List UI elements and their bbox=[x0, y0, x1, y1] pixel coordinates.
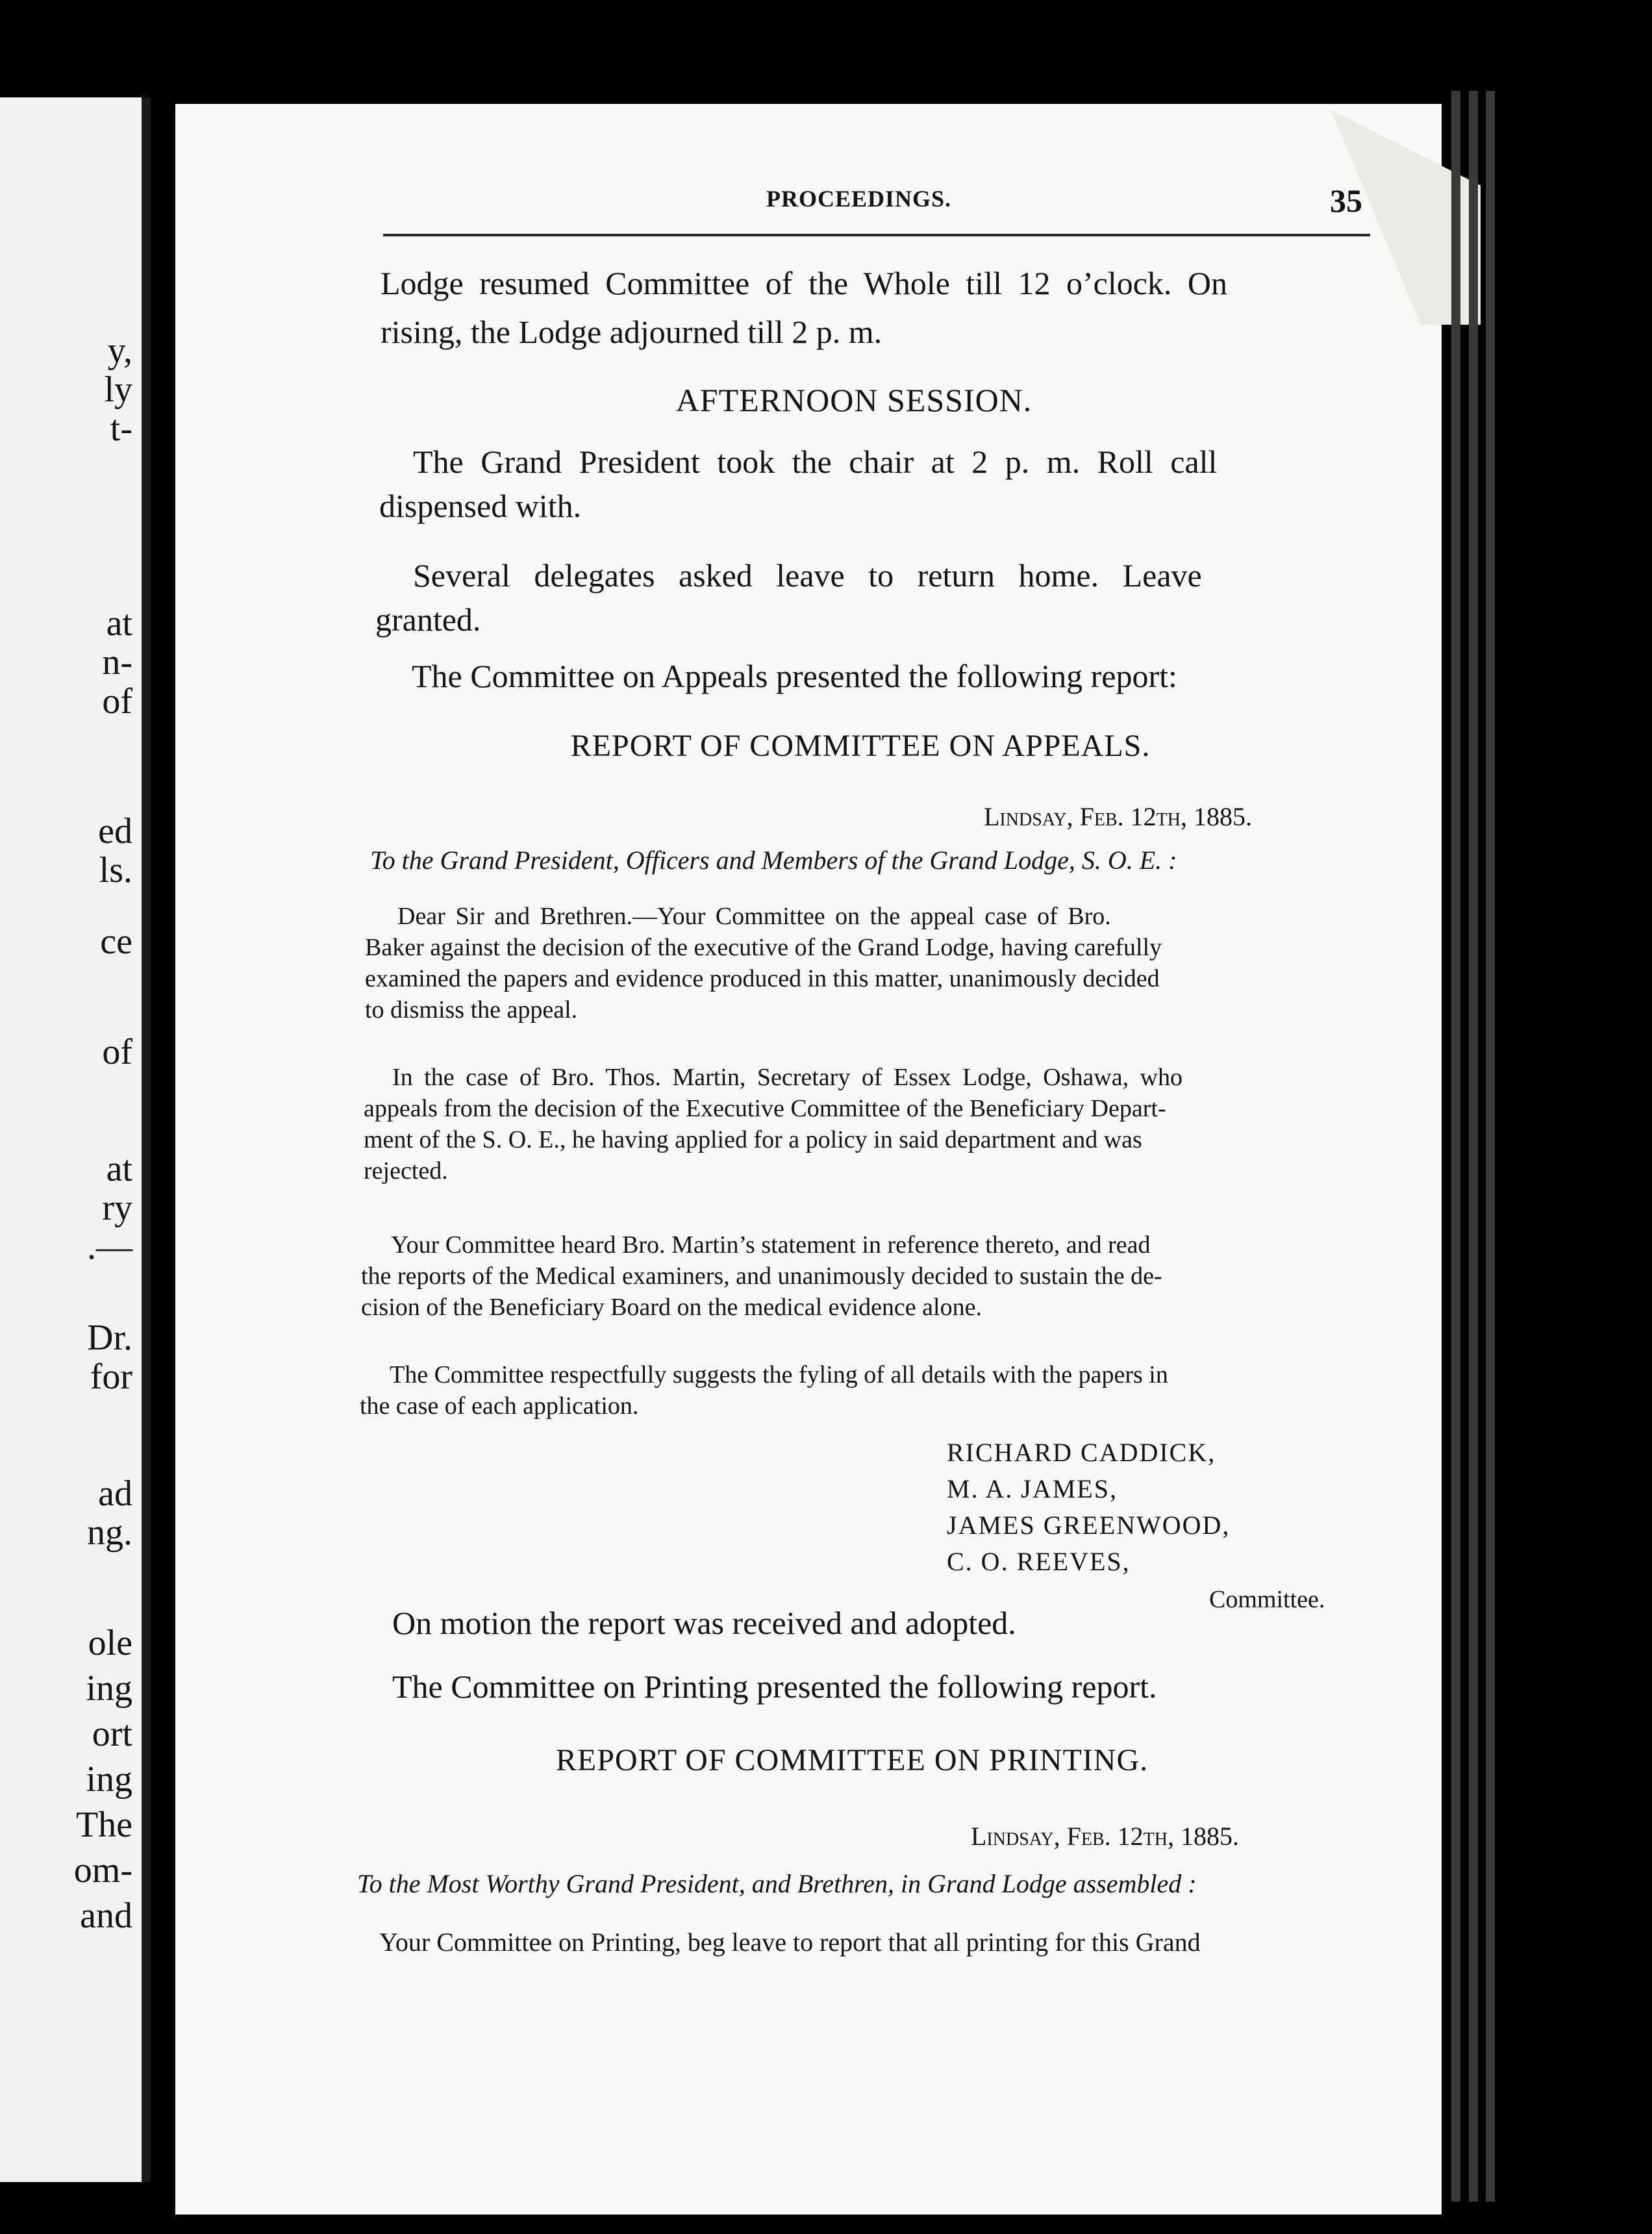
facing-page-fragment: ry bbox=[102, 1188, 132, 1228]
page-edge bbox=[1486, 91, 1495, 2202]
report-line: Dear Sir and Brethren.—Your Committee on the appeal case of Bro. bbox=[397, 903, 1111, 930]
facing-page-fragment: ls. bbox=[99, 850, 132, 890]
dateline: Lindsay, Feb. 12th, 1885. bbox=[971, 1822, 1239, 1851]
facing-page-fragment: ole bbox=[88, 1623, 132, 1663]
body-line: On motion the report was received and adopted. bbox=[392, 1605, 1016, 1641]
facing-page-fragment: for bbox=[90, 1357, 132, 1397]
page-number: 35 bbox=[1330, 182, 1362, 219]
report-line: In the case of Bro. Thos. Martin, Secretary of Essex Lodge, Oshawa, who bbox=[392, 1064, 1183, 1091]
facing-page-fragment: at bbox=[106, 1149, 132, 1189]
facing-page-fragment: ing bbox=[86, 1668, 132, 1709]
page-edge bbox=[1451, 91, 1460, 2202]
body-line: Several delegates asked leave to return home. Leave bbox=[413, 557, 1202, 594]
section-heading: AFTERNOON SESSION. bbox=[675, 382, 1032, 418]
header-rule bbox=[383, 234, 1370, 236]
report-line: the reports of the Medical examiners, and unanimously decided to sustain the de- bbox=[361, 1262, 1162, 1290]
committee-label: Committee. bbox=[1209, 1586, 1325, 1613]
signatory: JAMES GREENWOOD, bbox=[947, 1511, 1231, 1540]
report-line: Your Committee heard Bro. Martin’s statement in reference thereto, and read bbox=[391, 1231, 1151, 1259]
facing-page-fragment: t- bbox=[110, 408, 132, 449]
facing-page-fragment: Dr. bbox=[87, 1318, 132, 1358]
facing-page-fragment: of bbox=[102, 1032, 132, 1072]
body-line: The Committee on Appeals presented the following report: bbox=[412, 658, 1177, 694]
facing-page-fragment: ing bbox=[86, 1759, 132, 1800]
facing-page-fragment: ly bbox=[104, 370, 132, 410]
facing-page-fragment: ce bbox=[100, 922, 132, 962]
facing-page-fragment: ort bbox=[92, 1714, 132, 1754]
page-edge bbox=[1469, 91, 1478, 2202]
report-line: Your Committee on Printing, beg leave to report that all printing for this Grand bbox=[379, 1927, 1201, 1957]
body-line: granted. bbox=[375, 601, 481, 638]
body-line: The Committee on Printing presented the following report. bbox=[392, 1668, 1157, 1705]
report-line: the case of each application. bbox=[360, 1392, 639, 1420]
facing-page-fragment: at bbox=[106, 603, 132, 644]
report-line: cision of the Beneficiary Board on the medical evidence alone. bbox=[361, 1294, 982, 1321]
salutation: To the Grand President, Officers and Members of the Grand Lodge, S. O. E. : bbox=[370, 846, 1177, 875]
report-line: rejected. bbox=[364, 1157, 448, 1185]
report-heading: REPORT OF COMMITTEE ON PRINTING. bbox=[555, 1743, 1149, 1777]
facing-page-fragment: The bbox=[75, 1805, 132, 1845]
binding-gutter bbox=[142, 97, 151, 2182]
report-line: examined the papers and evidence produced in this matter, unanimously decided bbox=[365, 965, 1160, 992]
body-line: rising, the Lodge adjourned till 2 p. m. bbox=[381, 314, 882, 350]
body-line: Lodge resumed Committee of the Whole till 12 o’clock. On bbox=[381, 265, 1228, 301]
facing-page-fragment: of bbox=[102, 681, 132, 722]
report-line: to dismiss the appeal. bbox=[365, 996, 578, 1023]
signatory: RICHARD CADDICK, bbox=[947, 1438, 1216, 1467]
facing-page-fragment: ng. bbox=[87, 1512, 132, 1553]
facing-page-fragment: ad bbox=[98, 1474, 132, 1514]
facing-page-fragment: ed bbox=[98, 811, 132, 851]
report-line: The Committee respectfully suggests the fyling of all details with the papers in bbox=[390, 1361, 1168, 1388]
body-line: dispensed with. bbox=[379, 488, 582, 524]
report-line: ment of the S. O. E., he having applied for a policy in said department and was bbox=[364, 1126, 1142, 1153]
facing-page bbox=[0, 97, 151, 2182]
facing-page-fragment: n- bbox=[102, 642, 132, 683]
facing-page-fragment: om- bbox=[73, 1850, 132, 1890]
signatory: C. O. REEVES, bbox=[947, 1547, 1131, 1576]
salutation: To the Most Worthy Grand President, and Brethren, in Grand Lodge assembled : bbox=[357, 1869, 1197, 1898]
facing-page-fragment: and bbox=[80, 1896, 132, 1936]
facing-page-fragment: .— bbox=[87, 1227, 132, 1267]
report-heading: REPORT OF COMMITTEE ON APPEALS. bbox=[570, 729, 1151, 763]
report-line: Baker against the decision of the executive of the Grand Lodge, having carefully bbox=[365, 934, 1162, 961]
report-line: appeals from the decision of the Executive Committee of the Beneficiary Depart- bbox=[364, 1095, 1166, 1122]
running-header: PROCEEDINGS. bbox=[766, 186, 952, 212]
dateline: Lindsay, Feb. 12th, 1885. bbox=[984, 802, 1252, 831]
body-line: The Grand President took the chair at 2 p. m. Roll call bbox=[413, 444, 1218, 480]
signatory: M. A. JAMES, bbox=[947, 1474, 1118, 1503]
facing-page-fragment: y, bbox=[107, 331, 132, 371]
